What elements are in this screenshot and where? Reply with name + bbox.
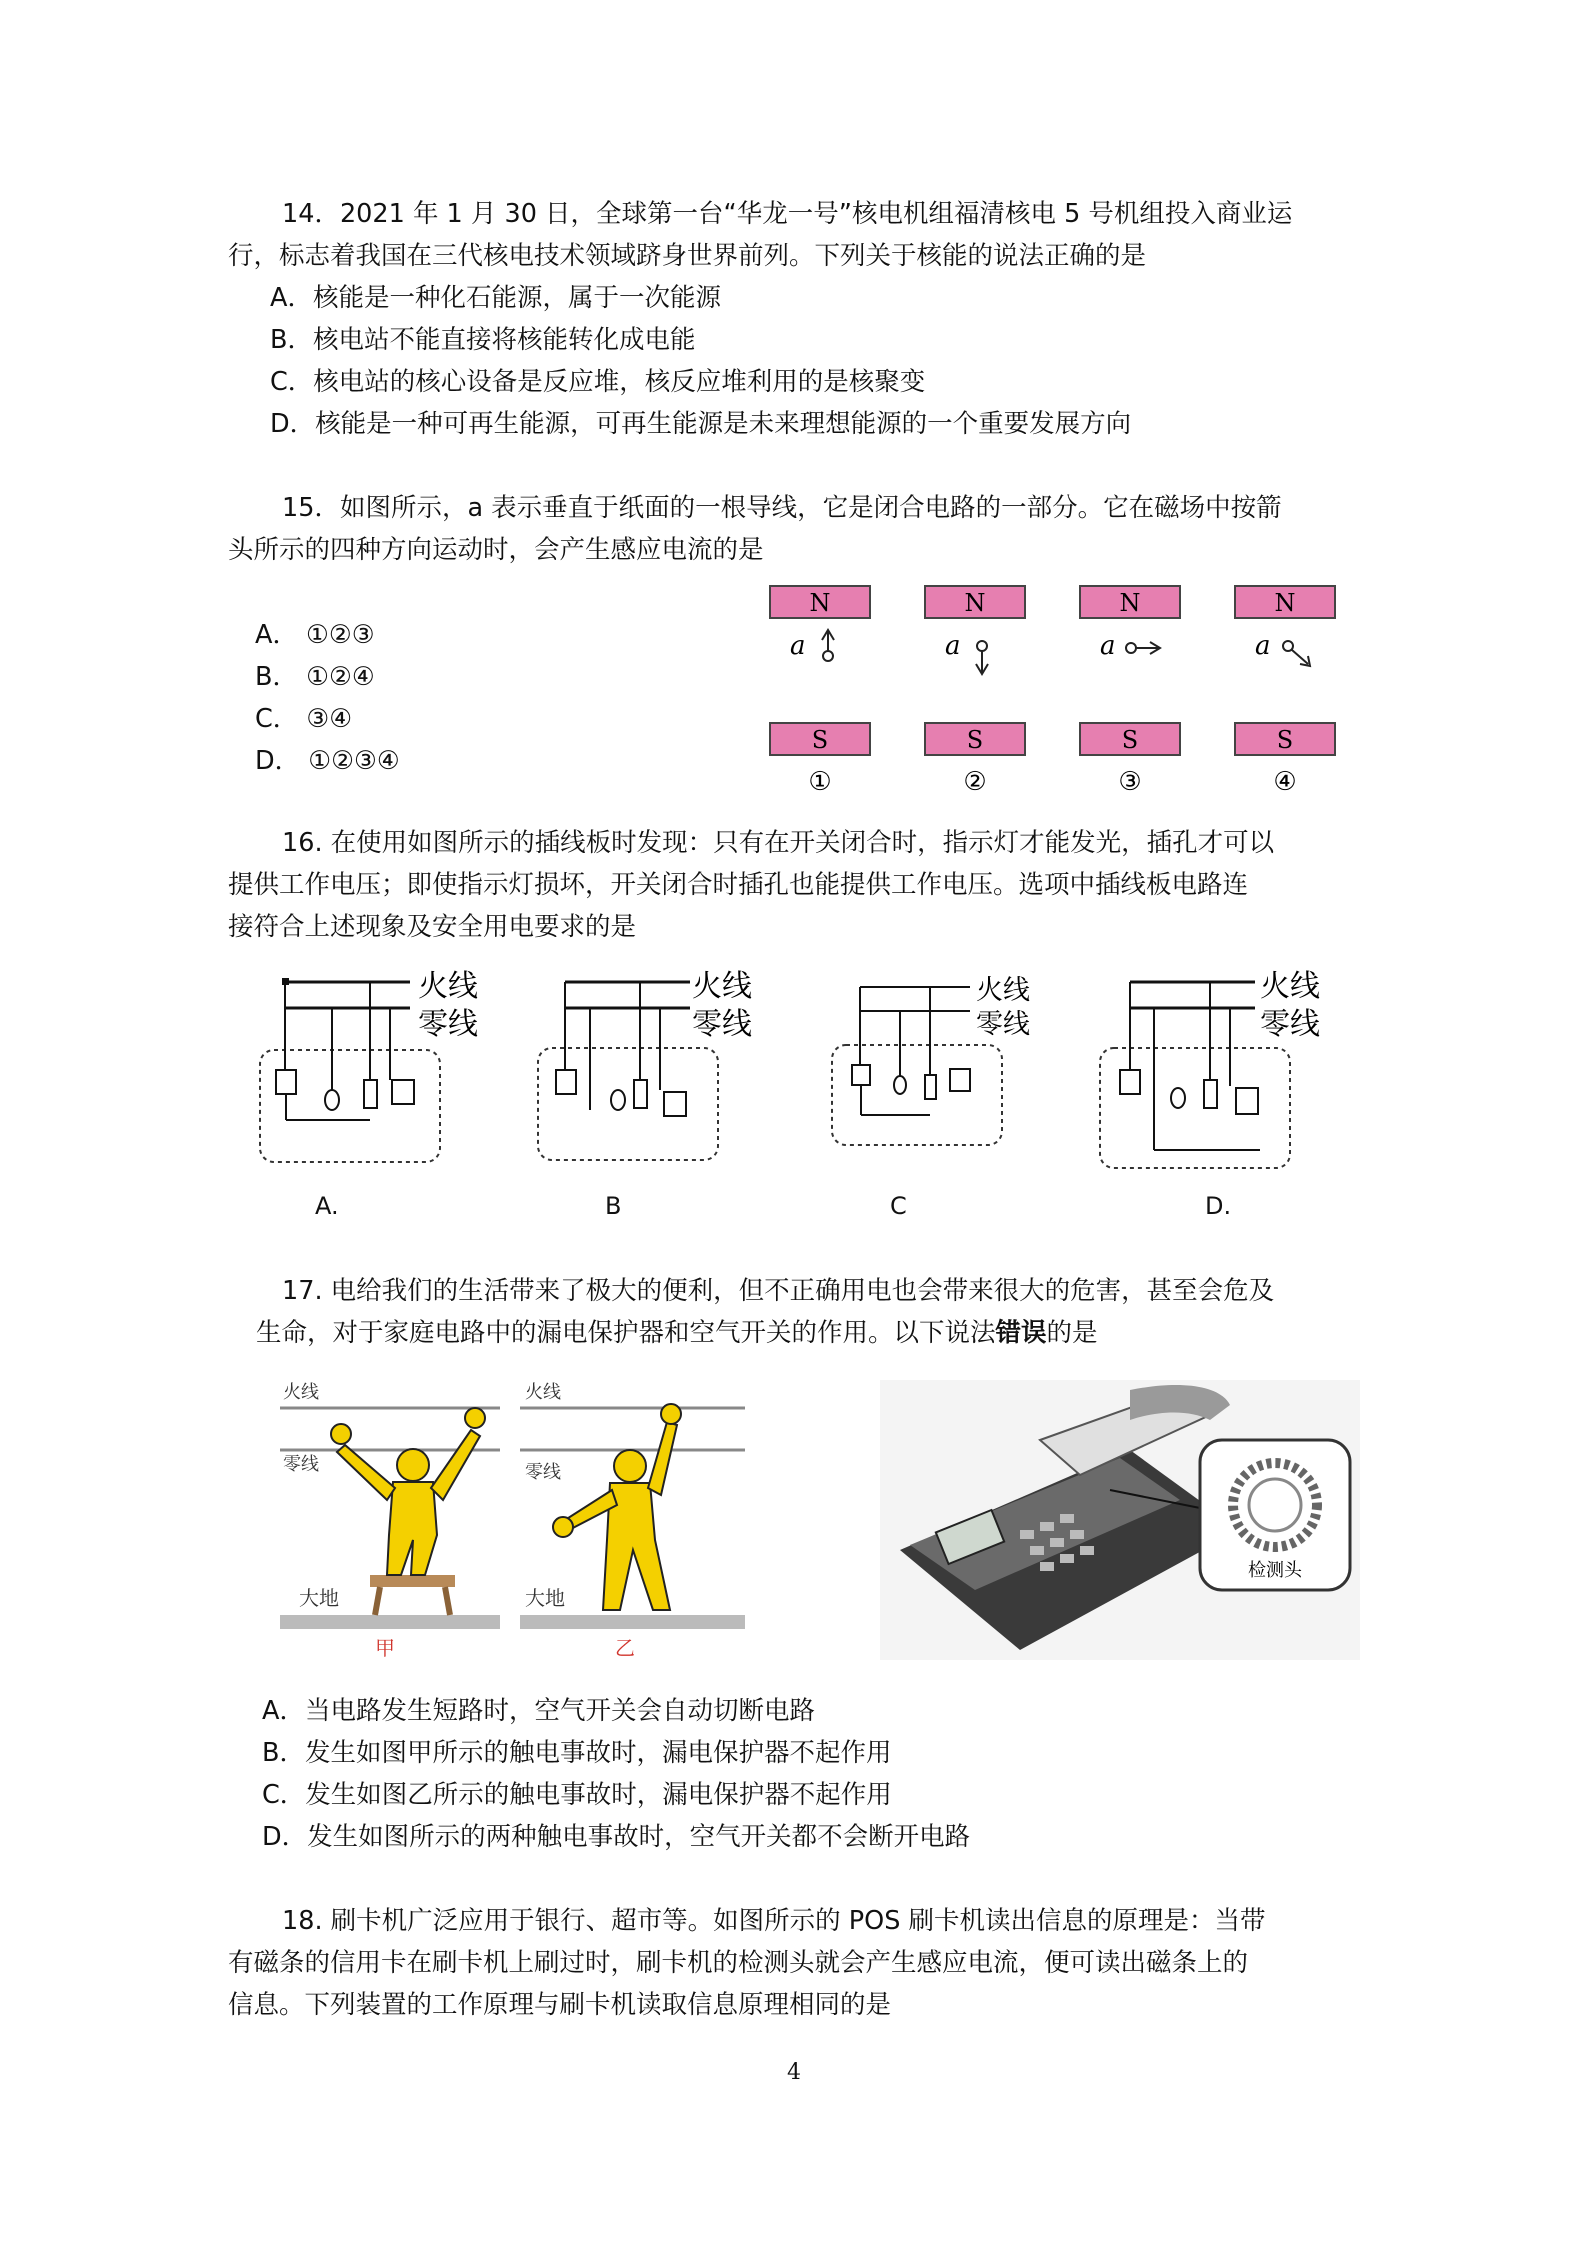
switch-icon bbox=[276, 1070, 296, 1094]
q14-option-d: D．核能是一种可再生能源，可再生能源是未来理想能源的一个重要发展方向 bbox=[270, 409, 1132, 439]
resistor-icon bbox=[1204, 1080, 1217, 1108]
outlet-icon bbox=[950, 1069, 970, 1091]
q15-panel-1 bbox=[770, 586, 870, 797]
panel-number-4: ④ bbox=[1273, 767, 1297, 797]
wire-dot-3 bbox=[1126, 643, 1136, 653]
q16-stem-line1: 16. 在使用如图所示的插线板时发现：只有在开关闭合时，指示灯才能发光，插孔才可以 bbox=[282, 828, 1275, 858]
south-label-1: S bbox=[811, 726, 829, 754]
caption-jia: 甲 bbox=[375, 1636, 395, 1660]
north-label-4: N bbox=[1274, 589, 1296, 617]
q17-stem-line2: 生命，对于家庭电路中的漏电保护器和空气开关的作用。以下说法错误的是 bbox=[256, 1318, 1098, 1348]
outlet-icon bbox=[392, 1080, 414, 1104]
wire-dot-1 bbox=[823, 651, 833, 661]
q15-panel-2 bbox=[925, 586, 1025, 797]
q15-panel-3 bbox=[1080, 586, 1180, 797]
detector-label: 检测头 bbox=[1248, 1560, 1302, 1581]
wire-label-4: a bbox=[1255, 631, 1271, 661]
q16-option-c-label: C bbox=[890, 1192, 907, 1220]
page-number: 4 bbox=[787, 2060, 801, 2085]
neutral-label-d: 零线 bbox=[1260, 1007, 1320, 1042]
indicator-lamp-icon bbox=[894, 1076, 906, 1094]
neutral-label-yi: 零线 bbox=[525, 1462, 561, 1483]
q16-circuit-b bbox=[530, 960, 790, 1165]
arrow-down-icon bbox=[976, 651, 988, 674]
resistor-icon bbox=[364, 1080, 377, 1108]
q15-stem-line1: 15．如图所示，a 表示垂直于纸面的一根导线，它是闭合电路的一部分。它在磁场中按箭 bbox=[282, 493, 1282, 523]
switch-icon bbox=[556, 1070, 576, 1094]
panel-number-2: ② bbox=[963, 767, 987, 797]
live-label-d: 火线 bbox=[1260, 969, 1320, 1004]
q17-option-b: B．发生如图甲所示的触电事故时，漏电保护器不起作用 bbox=[262, 1738, 892, 1768]
q14-stem bbox=[228, 193, 1368, 277]
q14-stem-line1: 14．2021 年 1 月 30 日，全球第一台“华龙一号”核电机组福清核电 5 号机组投入商业运 bbox=[282, 199, 1293, 229]
q14-option-b: B．核电站不能直接将核能转化成电能 bbox=[270, 325, 696, 355]
wire-dot-4 bbox=[1283, 641, 1293, 651]
q14-stem-line2: 行，标志着我国在三代核电技术领域跻身世界前列。下列关于核能的说法正确的是 bbox=[228, 241, 1147, 271]
q15-panel-4 bbox=[1235, 586, 1335, 797]
q16-stem bbox=[228, 822, 1368, 948]
socket-box-c bbox=[832, 1045, 1002, 1145]
person-jia bbox=[337, 1430, 480, 1575]
q15-option-d: D． ①②③④ bbox=[255, 746, 400, 776]
q15-stem bbox=[228, 487, 1368, 571]
panel-number-3: ③ bbox=[1118, 767, 1142, 797]
q18-stem-line1: 18. 刷卡机广泛应用于银行、超市等。如图所示的 POS 刷卡机读出信息的原理是：当带 bbox=[282, 1906, 1266, 1936]
live-label-yi: 火线 bbox=[525, 1382, 561, 1403]
neutral-label-b: 零线 bbox=[692, 1007, 752, 1042]
q16-option-d-label: D. bbox=[1205, 1192, 1232, 1220]
ground-label-jia: 大地 bbox=[299, 1586, 339, 1610]
panel-number-1: ① bbox=[808, 767, 832, 797]
q15-option-b: B． ①②④ bbox=[255, 662, 375, 692]
switch-icon bbox=[1120, 1070, 1140, 1094]
q18-stem-line2: 有磁条的信用卡在刷卡机上刷过时，刷卡机的检测头就会产生感应电流，便可读出磁条上的 bbox=[228, 1948, 1249, 1978]
live-label-jia: 火线 bbox=[283, 1382, 319, 1403]
q15-stem-line2: 头所示的四种方向运动时，会产生感应电流的是 bbox=[228, 535, 764, 565]
south-label-3: S bbox=[1121, 726, 1139, 754]
live-label-a: 火线 bbox=[418, 969, 478, 1004]
arrow-right-icon bbox=[1136, 642, 1160, 654]
arrow-down-right-icon bbox=[1292, 650, 1310, 666]
outlet-icon bbox=[664, 1092, 686, 1116]
wire-label-1: a bbox=[790, 631, 806, 661]
q16-stem-line3: 接符合上述现象及安全用电要求的是 bbox=[228, 912, 637, 942]
q14-option-c: C．核电站的核心设备是反应堆，核反应堆利用的是核聚变 bbox=[270, 367, 926, 397]
q17-stem-line1: 17. 电给我们的生活带来了极大的便利，但不正确用电也会带来很大的危害，甚至会危及 bbox=[282, 1276, 1275, 1306]
q17-option-c: C．发生如图乙所示的触电事故时，漏电保护器不起作用 bbox=[262, 1780, 892, 1810]
neutral-label-a: 零线 bbox=[418, 1007, 478, 1042]
caption-yi: 乙 bbox=[615, 1636, 635, 1660]
q15-option-c: C． ③④ bbox=[255, 704, 353, 734]
indicator-lamp-icon bbox=[611, 1090, 625, 1110]
ground-label-yi: 大地 bbox=[525, 1586, 565, 1610]
wire-dot-2 bbox=[977, 641, 987, 651]
north-label-1: N bbox=[809, 589, 831, 617]
wooden-stool bbox=[370, 1575, 455, 1587]
switch-icon bbox=[852, 1065, 870, 1085]
q16-circuit-a bbox=[250, 960, 510, 1165]
indicator-lamp-icon bbox=[325, 1090, 339, 1110]
q17-shock-figure bbox=[275, 1370, 755, 1670]
south-label-4: S bbox=[1276, 726, 1294, 754]
north-label-3: N bbox=[1119, 589, 1141, 617]
q17-pos-figure bbox=[880, 1380, 1360, 1660]
q16-option-a-label: A. bbox=[315, 1192, 339, 1220]
q17-option-a: A．当电路发生短路时，空气开关会自动切断电路 bbox=[262, 1696, 815, 1726]
indicator-lamp-icon bbox=[1171, 1088, 1185, 1108]
live-label-b: 火线 bbox=[692, 969, 752, 1004]
q15-magnet-figure bbox=[760, 580, 1360, 805]
neutral-label-c: 零线 bbox=[976, 1009, 1030, 1040]
arrow-up-icon bbox=[822, 630, 834, 651]
wire-label-3: a bbox=[1100, 631, 1116, 661]
resistor-icon bbox=[925, 1075, 936, 1099]
q18-stem bbox=[228, 1900, 1368, 2026]
q16-circuit-c bbox=[820, 965, 1060, 1155]
q17-emphasis: 错误 bbox=[995, 1318, 1047, 1348]
neutral-label-jia: 零线 bbox=[283, 1454, 319, 1475]
wire-label-2: a bbox=[945, 631, 961, 661]
resistor-icon bbox=[634, 1080, 647, 1108]
live-label-c: 火线 bbox=[976, 975, 1030, 1006]
south-label-2: S bbox=[966, 726, 984, 754]
q16-option-b-label: B bbox=[605, 1192, 622, 1220]
outlet-icon bbox=[1236, 1088, 1258, 1114]
q17-option-d: D．发生如图所示的两种触电事故时，空气开关都不会断开电路 bbox=[262, 1822, 971, 1852]
north-label-2: N bbox=[964, 589, 986, 617]
q15-option-a: A． ①②③ bbox=[255, 620, 375, 650]
q16-stem-line2: 提供工作电压；即使指示灯损坏，开关闭合时插孔也能提供工作电压。选项中插线板电路连 bbox=[228, 870, 1249, 900]
q16-circuit-d bbox=[1090, 960, 1350, 1175]
q14-option-a: A．核能是一种化石能源，属于一次能源 bbox=[270, 283, 721, 313]
q17-stem bbox=[228, 1270, 1368, 1354]
q18-stem-line3: 信息。下列装置的工作原理与刷卡机读取信息原理相同的是 bbox=[228, 1990, 892, 2020]
